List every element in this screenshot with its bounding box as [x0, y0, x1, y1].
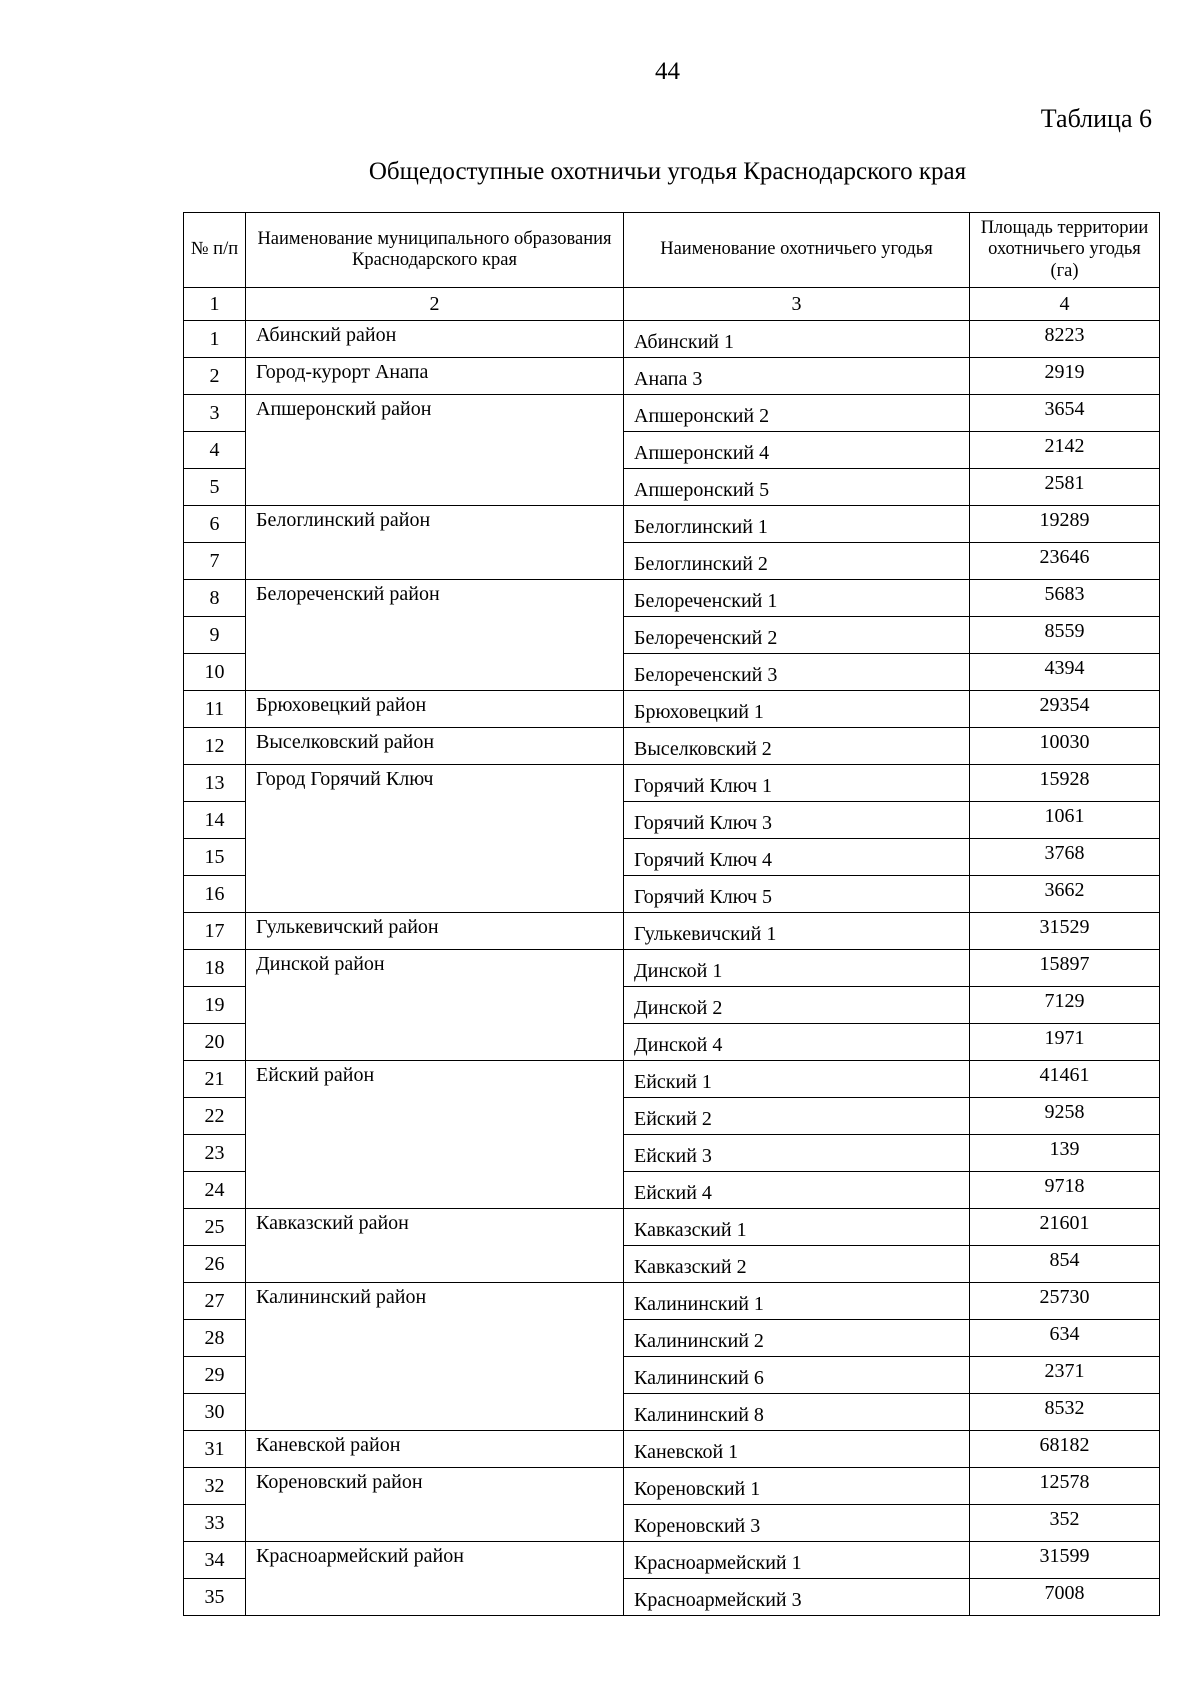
area-value: 8532 — [970, 1394, 1160, 1431]
area-value: 31599 — [970, 1542, 1160, 1579]
table-row — [184, 1283, 1160, 1320]
hunting-ground-name: Ейский 3 — [624, 1135, 970, 1172]
table-row — [184, 580, 1160, 617]
table-row — [184, 1431, 1160, 1468]
hunting-ground-name: Анапа 3 — [624, 358, 970, 395]
row-number: 31 — [184, 1431, 246, 1468]
row-number: 1 — [184, 321, 246, 358]
area-value: 3768 — [970, 839, 1160, 876]
row-number: 14 — [184, 802, 246, 839]
hunting-ground-name: Апшеронский 5 — [624, 469, 970, 506]
row-number: 10 — [184, 654, 246, 691]
area-value: 4394 — [970, 654, 1160, 691]
municipality-name: Белоглинский район — [246, 506, 624, 580]
row-number: 9 — [184, 617, 246, 654]
municipality-name: Город-курорт Анапа — [246, 358, 624, 395]
row-number: 13 — [184, 765, 246, 802]
table-row — [184, 395, 1160, 432]
table-row — [184, 691, 1160, 728]
row-number: 28 — [184, 1320, 246, 1357]
municipality-name: Белореченский район — [246, 580, 624, 691]
column-number: 3 — [624, 288, 970, 321]
hunting-ground-name: Каневской 1 — [624, 1431, 970, 1468]
document-title: Общедоступные охотничьи угодья Краснодарского края — [368, 158, 967, 185]
row-number: 24 — [184, 1172, 246, 1209]
header-municipality: Наименование муниципального образования Краснодарского края — [246, 213, 624, 288]
table-body — [184, 321, 1160, 1616]
row-number: 35 — [184, 1579, 246, 1616]
row-number: 2 — [184, 358, 246, 395]
area-value: 23646 — [970, 543, 1160, 580]
row-number: 15 — [184, 839, 246, 876]
row-number: 12 — [184, 728, 246, 765]
area-value: 10030 — [970, 728, 1160, 765]
row-number: 8 — [184, 580, 246, 617]
area-value: 15897 — [970, 950, 1160, 987]
hunting-ground-name: Калининский 8 — [624, 1394, 970, 1431]
hunting-ground-name: Динской 4 — [624, 1024, 970, 1061]
table-row — [184, 950, 1160, 987]
hunting-grounds-table — [183, 212, 1160, 1616]
column-number-row — [184, 288, 1160, 321]
row-number: 4 — [184, 432, 246, 469]
row-number: 19 — [184, 987, 246, 1024]
table-row — [184, 506, 1160, 543]
table-row — [184, 358, 1160, 395]
hunting-ground-name: Апшеронский 4 — [624, 432, 970, 469]
hunting-ground-name: Динской 2 — [624, 987, 970, 1024]
area-value: 9258 — [970, 1098, 1160, 1135]
area-value: 139 — [970, 1135, 1160, 1172]
area-value: 352 — [970, 1505, 1160, 1542]
hunting-ground-name: Белоглинский 2 — [624, 543, 970, 580]
column-number: 1 — [184, 288, 246, 321]
row-number: 34 — [184, 1542, 246, 1579]
table-row — [184, 728, 1160, 765]
hunting-ground-name: Выселковский 2 — [624, 728, 970, 765]
area-value: 29354 — [970, 691, 1160, 728]
table-row — [184, 321, 1160, 358]
municipality-name: Кореновский район — [246, 1468, 624, 1542]
hunting-ground-name: Ейский 4 — [624, 1172, 970, 1209]
municipality-name: Динской район — [246, 950, 624, 1061]
row-number: 26 — [184, 1246, 246, 1283]
municipality-name: Ейский район — [246, 1061, 624, 1209]
municipality-name: Брюховецкий район — [246, 691, 624, 728]
hunting-ground-name: Красноармейский 1 — [624, 1542, 970, 1579]
area-value: 7129 — [970, 987, 1160, 1024]
area-value: 25730 — [970, 1283, 1160, 1320]
hunting-ground-name: Кавказский 1 — [624, 1209, 970, 1246]
header-ground: Наименование охотничьего угодья — [624, 213, 970, 288]
area-value: 41461 — [970, 1061, 1160, 1098]
row-number: 7 — [184, 543, 246, 580]
table-row — [184, 1542, 1160, 1579]
hunting-ground-name: Белореченский 2 — [624, 617, 970, 654]
row-number: 20 — [184, 1024, 246, 1061]
row-number: 11 — [184, 691, 246, 728]
table-header-row — [184, 213, 1160, 288]
hunting-ground-name: Горячий Ключ 4 — [624, 839, 970, 876]
area-value: 68182 — [970, 1431, 1160, 1468]
hunting-ground-name: Красноармейский 3 — [624, 1579, 970, 1616]
table-row — [184, 1209, 1160, 1246]
area-value: 2142 — [970, 432, 1160, 469]
row-number: 25 — [184, 1209, 246, 1246]
header-num: № п/п — [184, 213, 246, 288]
row-number: 22 — [184, 1098, 246, 1135]
table-row — [184, 765, 1160, 802]
hunting-ground-name: Калининский 6 — [624, 1357, 970, 1394]
area-value: 3654 — [970, 395, 1160, 432]
area-value: 19289 — [970, 506, 1160, 543]
hunting-ground-name: Кореновский 3 — [624, 1505, 970, 1542]
municipality-name: Калининский район — [246, 1283, 624, 1431]
hunting-ground-name: Калининский 2 — [624, 1320, 970, 1357]
municipality-name: Город Горячий Ключ — [246, 765, 624, 913]
header-area: Площадь территории охотничьего угодья (га) — [970, 213, 1160, 288]
hunting-ground-name: Ейский 1 — [624, 1061, 970, 1098]
hunting-ground-name: Горячий Ключ 3 — [624, 802, 970, 839]
row-number: 33 — [184, 1505, 246, 1542]
row-number: 6 — [184, 506, 246, 543]
hunting-ground-name: Ейский 2 — [624, 1098, 970, 1135]
area-value: 1971 — [970, 1024, 1160, 1061]
hunting-ground-name: Динской 1 — [624, 950, 970, 987]
row-number: 18 — [184, 950, 246, 987]
area-value: 7008 — [970, 1579, 1160, 1616]
hunting-ground-name: Брюховецкий 1 — [624, 691, 970, 728]
hunting-ground-name: Кореновский 1 — [624, 1468, 970, 1505]
municipality-name: Гулькевичский район — [246, 913, 624, 950]
hunting-ground-name: Апшеронский 2 — [624, 395, 970, 432]
area-value: 2371 — [970, 1357, 1160, 1394]
area-value: 31529 — [970, 913, 1160, 950]
hunting-ground-name: Горячий Ключ 1 — [624, 765, 970, 802]
area-value: 634 — [970, 1320, 1160, 1357]
municipality-name: Красноармейский район — [246, 1542, 624, 1616]
area-value: 8223 — [970, 321, 1160, 358]
table-label: Таблица 6 — [1040, 104, 1152, 133]
row-number: 16 — [184, 876, 246, 913]
hunting-ground-name: Горячий Ключ 5 — [624, 876, 970, 913]
area-value: 15928 — [970, 765, 1160, 802]
row-number: 3 — [184, 395, 246, 432]
row-number: 17 — [184, 913, 246, 950]
area-value: 5683 — [970, 580, 1160, 617]
row-number: 32 — [184, 1468, 246, 1505]
hunting-ground-name: Гулькевичский 1 — [624, 913, 970, 950]
table-row — [184, 913, 1160, 950]
row-number: 29 — [184, 1357, 246, 1394]
area-value: 12578 — [970, 1468, 1160, 1505]
area-value: 9718 — [970, 1172, 1160, 1209]
hunting-ground-name: Калининский 1 — [624, 1283, 970, 1320]
row-number: 23 — [184, 1135, 246, 1172]
row-number: 5 — [184, 469, 246, 506]
municipality-name: Выселковский район — [246, 728, 624, 765]
area-value: 854 — [970, 1246, 1160, 1283]
column-number: 4 — [970, 288, 1160, 321]
municipality-name: Каневской район — [246, 1431, 624, 1468]
area-value: 8559 — [970, 617, 1160, 654]
hunting-ground-name: Абинский 1 — [624, 321, 970, 358]
area-value: 21601 — [970, 1209, 1160, 1246]
table-row — [184, 1061, 1160, 1098]
row-number: 30 — [184, 1394, 246, 1431]
hunting-ground-name: Белореченский 1 — [624, 580, 970, 617]
municipality-name: Кавказский район — [246, 1209, 624, 1283]
column-number: 2 — [246, 288, 624, 321]
area-value: 3662 — [970, 876, 1160, 913]
hunting-ground-name: Белореченский 3 — [624, 654, 970, 691]
row-number: 27 — [184, 1283, 246, 1320]
hunting-ground-name: Белоглинский 1 — [624, 506, 970, 543]
municipality-name: Апшеронский район — [246, 395, 624, 506]
area-value: 2581 — [970, 469, 1160, 506]
hunting-ground-name: Кавказский 2 — [624, 1246, 970, 1283]
table-row — [184, 1468, 1160, 1505]
municipality-name: Абинский район — [246, 321, 624, 358]
area-value: 1061 — [970, 802, 1160, 839]
row-number: 21 — [184, 1061, 246, 1098]
page-number: 44 — [655, 58, 680, 85]
area-value: 2919 — [970, 358, 1160, 395]
